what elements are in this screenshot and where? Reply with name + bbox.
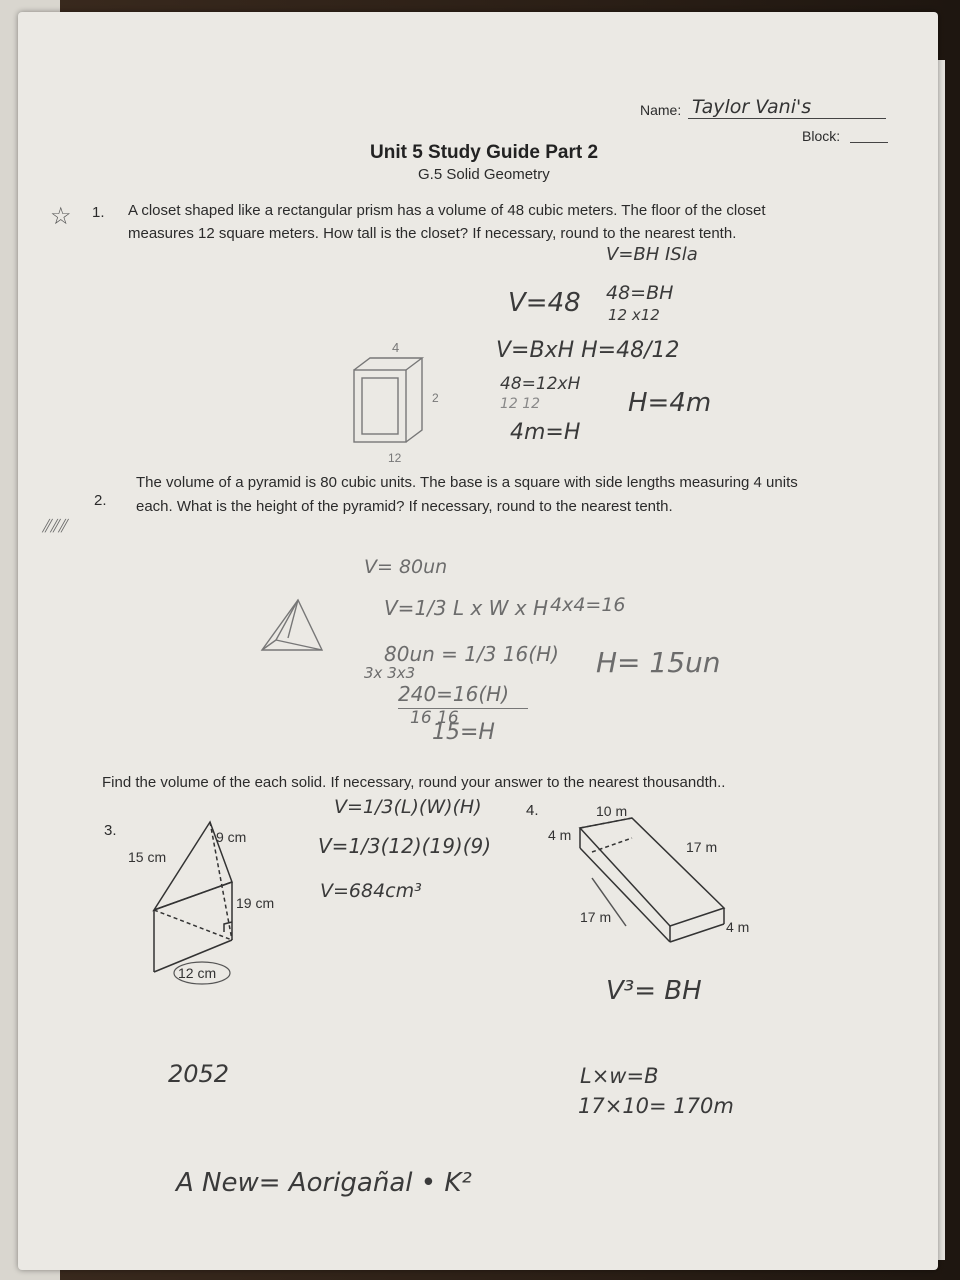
q1-work-8: 4m=H	[510, 420, 581, 445]
q1-work-6: 48=12xH	[500, 374, 581, 394]
q2-work-3: 4x4=16	[550, 594, 626, 616]
name-line	[688, 118, 886, 119]
q2-text-line1: The volume of a pyramid is 80 cubic units. The base is a square with side lengths measuring 4 units	[136, 474, 798, 491]
q4-dim-top: 10 m	[596, 803, 628, 819]
q4-work-2: L×w=B	[580, 1064, 659, 1088]
q4-dim-side: 4 m	[726, 919, 750, 935]
q1-sketch-top-label: 4	[392, 340, 400, 355]
star-icon: ☆	[50, 203, 72, 230]
q3-dim-c: 19 cm	[236, 895, 275, 911]
q4-dim-bottom: 17 m	[580, 909, 612, 925]
q4-rectangular-prism	[540, 798, 770, 958]
q2-answer: H= 15un	[596, 646, 721, 679]
q2-text-line2: each. What is the height of the pyramid? If necessary, round to the nearest tenth.	[136, 498, 673, 515]
q2-work-1: V= 80un	[364, 556, 448, 578]
tally-marks-doodle: ⫽⫽⫽	[42, 516, 67, 537]
q1-work-4: V=48	[508, 288, 581, 318]
q1-work-5: V=BxH H=48/12	[496, 338, 680, 363]
q2-pyramid-sketch	[256, 594, 336, 670]
q3-triangular-prism	[120, 810, 300, 1000]
q1-sketch-side-label: 2	[432, 391, 439, 405]
q1-prism-sketch	[340, 330, 460, 470]
name-label: Name:	[640, 102, 682, 118]
q2-work-5: 3x 3x3	[364, 664, 416, 682]
q3-number: 3.	[104, 822, 117, 839]
q2-work-7: 16 16	[410, 708, 459, 728]
q3-work-3: V=684cm³	[320, 880, 422, 902]
q3-extra-answer: 2052	[168, 1060, 230, 1088]
q4-dim-left: 4 m	[548, 827, 572, 843]
block-line	[850, 142, 888, 143]
q4-work-1: V³= BH	[606, 976, 702, 1006]
q2-number: 2.	[94, 492, 107, 509]
student-name: Taylor Vani's	[692, 96, 812, 118]
block-label: Block:	[802, 128, 841, 144]
q4-dim-right: 17 m	[686, 839, 718, 855]
section-instructions: Find the volume of the each solid. If necessary, round your answer to the nearest thousandth..	[102, 774, 726, 791]
q3-dim-a: 9 cm	[216, 829, 247, 845]
q2-work-4: 80un = 1/3 16(H)	[384, 642, 559, 666]
q1-answer: H=4m	[628, 388, 712, 418]
footer-formula-note: A New= Aorigañal • K²	[176, 1168, 472, 1198]
q3-dim-d: 12 cm	[178, 965, 217, 981]
page-title: Unit 5 Study Guide Part 2	[370, 142, 599, 163]
q1-work-1: V=BH ISla	[606, 244, 698, 265]
q1-text-line2: measures 12 square meters. How tall is the closet? If necessary, round to the nearest tenth.	[128, 225, 737, 242]
q3-work-1: V=1/3(L)(W)(H)	[334, 796, 482, 818]
q1-text-line1: A closet shaped like a rectangular prism has a volume of 48 cubic meters. The floor of the closet	[128, 202, 766, 219]
page-subtitle: G.5 Solid Geometry	[418, 166, 550, 183]
q3-work-2: V=1/3(12)(19)(9)	[318, 834, 492, 858]
q1-work-7: 12 12	[500, 396, 541, 412]
q1-sketch-bottom-label: 12	[388, 451, 402, 465]
q1-work-3: 12 x12	[608, 306, 660, 324]
q2-work-8: 15=H	[432, 720, 495, 745]
q3-dim-b: 15 cm	[128, 849, 167, 865]
q2-work-2: V=1/3 L x W x H	[384, 596, 549, 620]
q4-number: 4.	[526, 802, 539, 819]
q1-work-2: 48=BH	[606, 282, 674, 304]
q4-work-3: 17×10= 170m	[578, 1094, 734, 1118]
q1-number: 1.	[92, 204, 105, 221]
worksheet-page	[18, 12, 938, 1270]
q2-work-6: 240=16(H)	[398, 682, 510, 706]
